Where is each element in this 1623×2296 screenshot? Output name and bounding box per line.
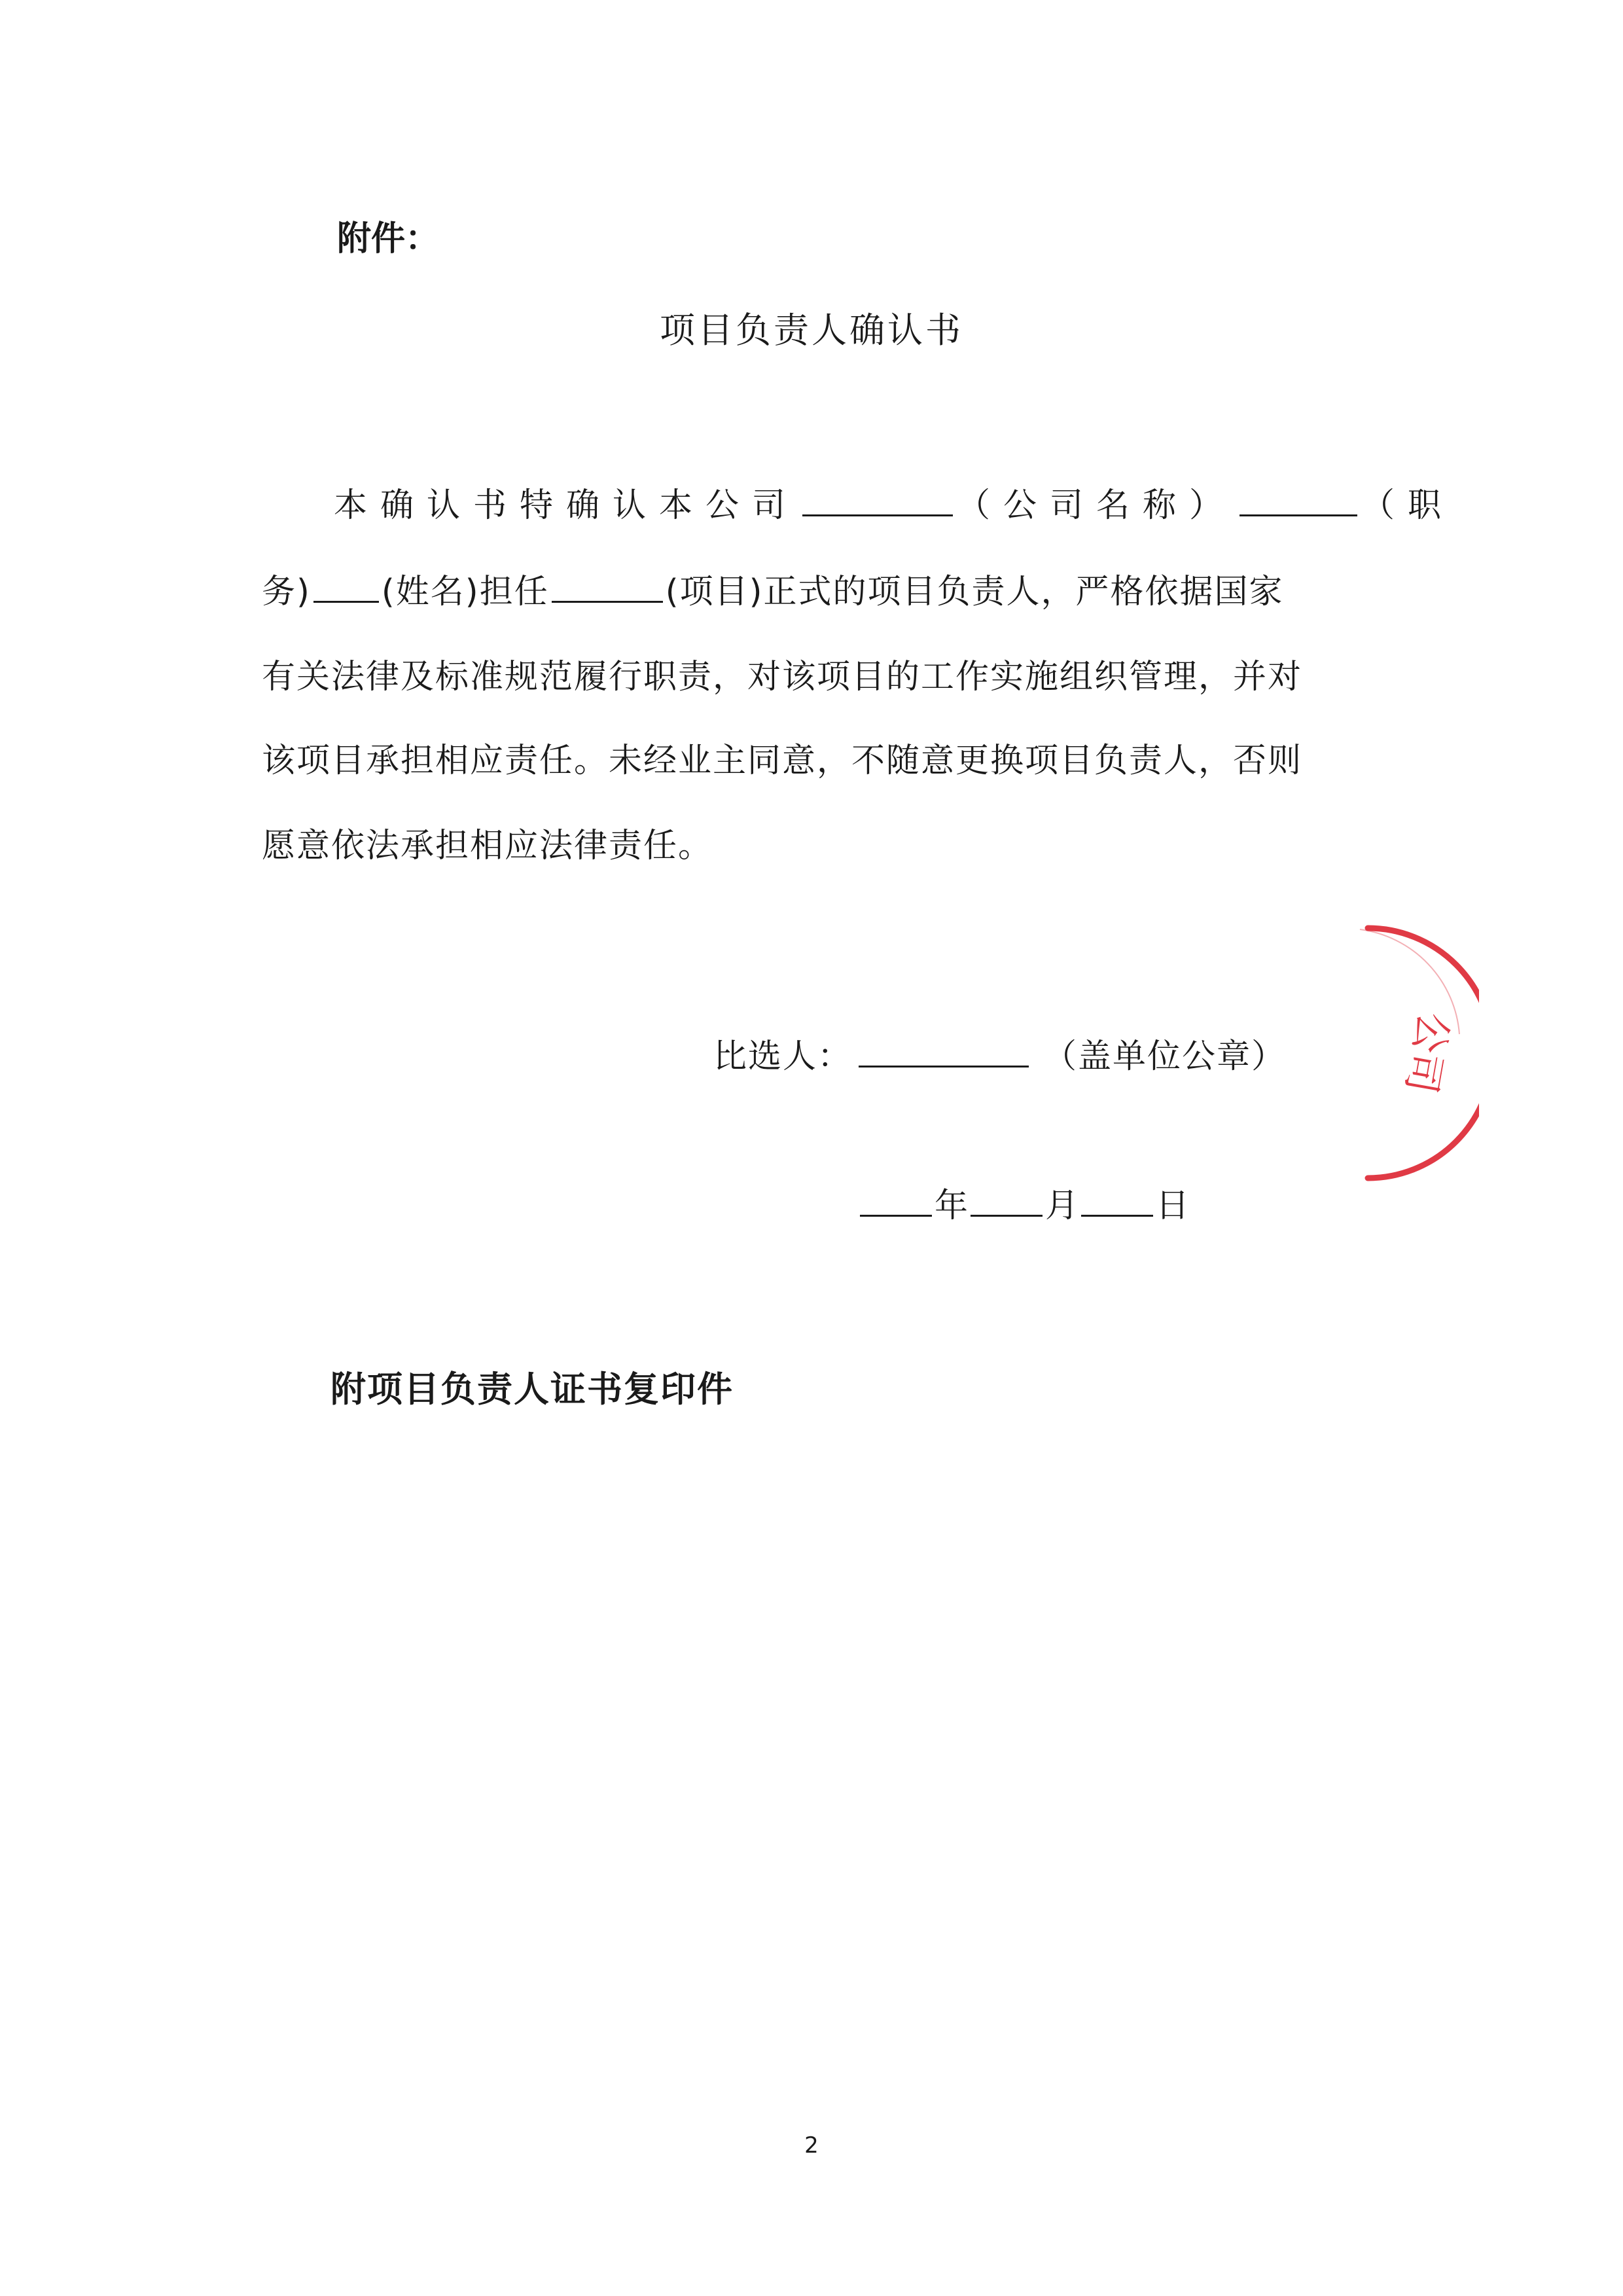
person-name-blank[interactable] [313,571,379,603]
document-title: 项目负责人确认书 [660,310,963,351]
body-line-5: 愿意依法承担相应法律责任。 [262,827,713,865]
attachment-copy-label: 附项目负责人证书复印件 [330,1369,734,1410]
bidder-blank[interactable] [859,1035,1029,1067]
day-blank[interactable] [1081,1185,1153,1217]
duty-blank[interactable] [1240,484,1357,516]
month-blank[interactable] [971,1185,1043,1217]
body-line-3: 有关法律及标准规范履行职责，对该项目的工作实施组织管理，并对 [262,658,1303,696]
date-line [857,1178,1189,1227]
project-blank[interactable] [552,571,663,603]
body-line-2 [262,564,1284,613]
company-name-blank[interactable] [802,484,953,516]
attachment-label: 附件： [337,219,440,259]
body-text: (姓名)担任 [381,573,549,611]
year-label: 年 [935,1187,969,1225]
bidder-label: 比选人： [713,1037,853,1076]
bidder-signature-line [713,1029,1286,1077]
body-text: （职 [1361,486,1455,525]
body-text: 本确认书特确认本公司 [334,486,799,525]
body-line-4: 该项目承担相应责任。未经业主同意，不随意更换项目负责人，否则 [262,742,1303,780]
company-seal-stamp [1329,910,1479,1191]
seal-text: 公司 [1397,1009,1458,1098]
body-text: (项目)正式的项目负责人，严格依据国家 [665,573,1284,611]
body-line-1 [334,478,1454,526]
body-text: （公司名称） [957,486,1236,525]
year-blank[interactable] [860,1185,932,1217]
page-number: 2 [804,2132,819,2159]
day-label: 日 [1156,1187,1190,1225]
month-label: 月 [1045,1187,1079,1225]
seal-note: （盖单位公章） [1043,1037,1287,1076]
body-text: 务) [262,573,311,611]
